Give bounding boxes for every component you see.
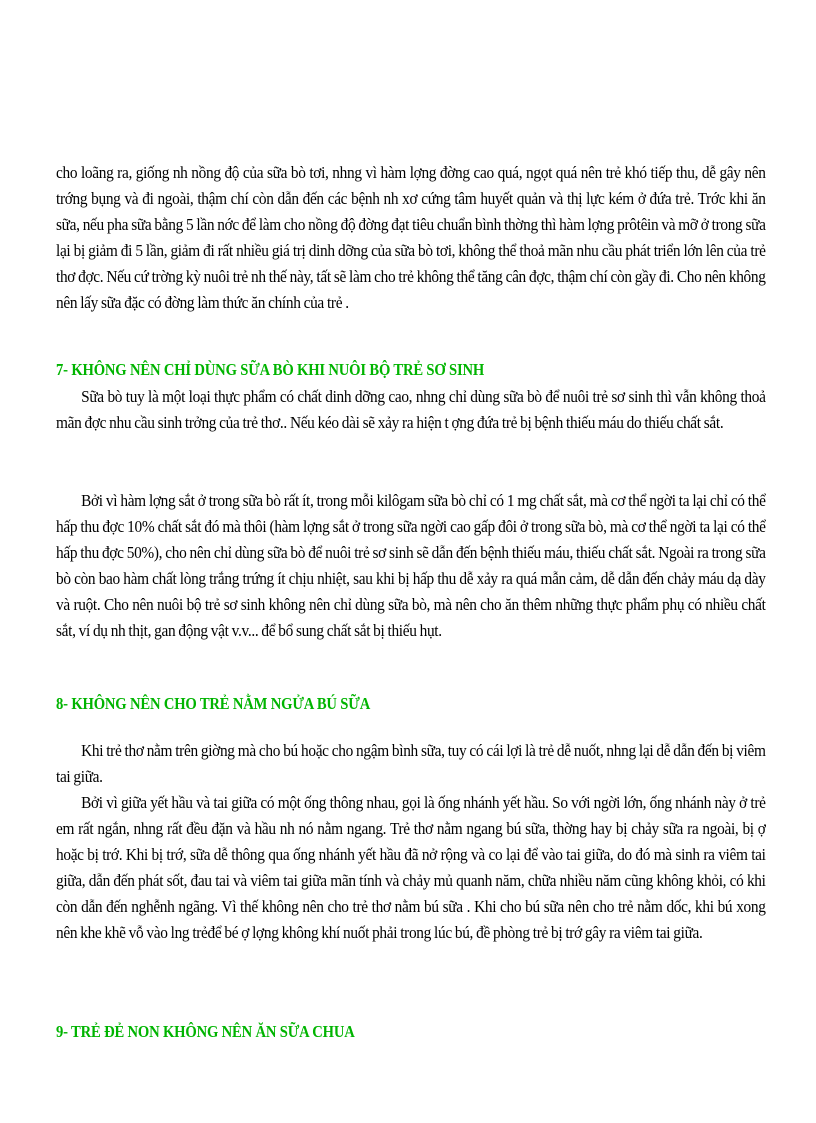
section-9-heading-block <box>56 1020 766 1044</box>
paragraph-cow-milk-nutrition: Sữa bò tuy là một loại thực phẩm có chất dinh dỡng cao, nhng chỉ dùng sữa bò để nuôi trẻ sơ sinh thì vẫn không thoả mãn đợc nhu cầu sinh trởng của trẻ thơ.. Nếu kéo dài sẽ xảy ra hiện t ợng đứa trẻ bị bệnh thiếu máu do thiếu chất sắt. <box>56 387 766 432</box>
section-8-heading-block <box>56 692 766 716</box>
paragraph-ear-infection: Bởi vì giữa yết hầu và tai giữa có một ống thông nhau, gọi là ống nhánh yết hầu. So với ngời lớn, ống nhánh này ở trẻ em rất ngắn, nhng rất đều đặn và hầu nh nó nằm ngang. Trẻ thơ nằm ngang bú sữa, thờng hay bị chảy sữa ra ngoài, bị ợ hoặc bị trớ. Khi bị trớ, sữa dễ thông qua ống nhánh yết hầu đã nở rộng và co lại để vào tai giữa, do đó mà sinh ra viêm tai giữa, dẫn đến phát sốt, đau tai và viêm tai giữa mãn tính và chảy mủ quanh năm, chữa nhiều năm cũng không khỏi, có khi còn dẫn đến nghễnh ngãng. Vì thế không nên cho trẻ thơ nằm bú sữa . Khi cho bú sữa nên cho trẻ nằm dốc, khi bú xong nên khe khẽ vỗ vào lng trẻđể bé ợ lợng không khí nuốt phải trong lúc bú, đề phòng trẻ bị trớ gây ra viêm tai giữa. <box>56 793 766 942</box>
section-heading-7: 7- KHÔNG NÊN CHỈ DÙNG SỮA BÒ KHI NUÔI BỘ TRẺ SƠ SINH <box>56 360 485 379</box>
section-7-heading-block <box>56 358 766 382</box>
paragraph-block-5 <box>56 790 766 946</box>
section-heading-9: 9- TRẺ ĐẺ NON KHÔNG NÊN ĂN SỮA CHUA <box>56 1022 355 1041</box>
paragraph-block-1 <box>56 160 766 316</box>
paragraph-block-2 <box>56 384 766 436</box>
section-heading-8: 8- KHÔNG NÊN CHO TRẺ NẰM NGỬA BÚ SỮA <box>56 694 371 713</box>
paragraph-block-3 <box>56 488 766 644</box>
paragraph-block-4 <box>56 738 766 790</box>
paragraph-sweetened-milk: cho loãng ra, giống nh nồng độ của sữa bò tơi, nhng vì hàm lợng đờng cao quá, ngọt quá nên trẻ khó tiếp thu, dễ gây nên trớng bụng và đi ngoài, thậm chí còn dẫn đến các bệnh nh xơ cứng tâm huyết quản và thị lực kém ở đứa trẻ. Trớc khi ăn sữa, nếu pha sữa bằng 5 lần nớc để làm cho nồng độ đờng đạt tiêu chuẩn bình thờng thì hàm lợng prôtêin và mỡ ở trong sữa lại bị giảm đi 5 lần, giảm đi rất nhiều giá trị dinh dỡng của sữa bò tơi, không thể thoả mãn nhu cầu phát triển lớn lên của trẻ thơ đợc. Nếu cứ trờng kỳ nuôi trẻ nh thế này, tất sẽ làm cho trẻ không thể tăng cân đợc, thậm chí còn gầy đi. Cho nên không nên lấy sữa đặc có đờng làm thức ăn chính của trẻ . <box>56 163 766 312</box>
paragraph-lying-feeding: Khi trẻ thơ nằm trên giờng mà cho bú hoặc cho ngậm bình sữa, tuy có cái lợi là trẻ dễ nuốt, nhng lại dễ dẫn đến bị viêm tai giữa. <box>56 741 766 786</box>
paragraph-iron-deficiency: Bởi vì hàm lợng sắt ở trong sữa bò rất ít, trong mỗi kilôgam sữa bò chỉ có 1 mg chất sắt, mà cơ thể ngời ta lại chỉ có thể hấp thu đợc 10% chất sắt đó mà thôi (hàm lợng sắt ở trong sữa ngời cao gấp đôi ở trong sữa bò, mà cơ thể ngời ta lại có thể hấp thu đợc 50%), cho nên chỉ dùng sữa bò để nuôi trẻ sơ sinh sẽ dẫn đến bệnh thiếu máu, thiếu chất sắt. Ngoài ra trong sữa bò còn bao hàm chất lòng trắng trứng ít chịu nhiệt, sau khi bị hấp thu dễ xảy ra quá mẫn cảm, dễ dẫn đến chảy máu dạ dày và ruột. Cho nên nuôi bộ trẻ sơ sinh không nên chỉ dùng sữa bò, mà nên cho ăn thêm những thực phẩm phụ có nhiều chất sắt, ví dụ nh thịt, gan động vật v.v... để bổ sung chất sắt bị thiếu hụt. <box>56 491 766 640</box>
